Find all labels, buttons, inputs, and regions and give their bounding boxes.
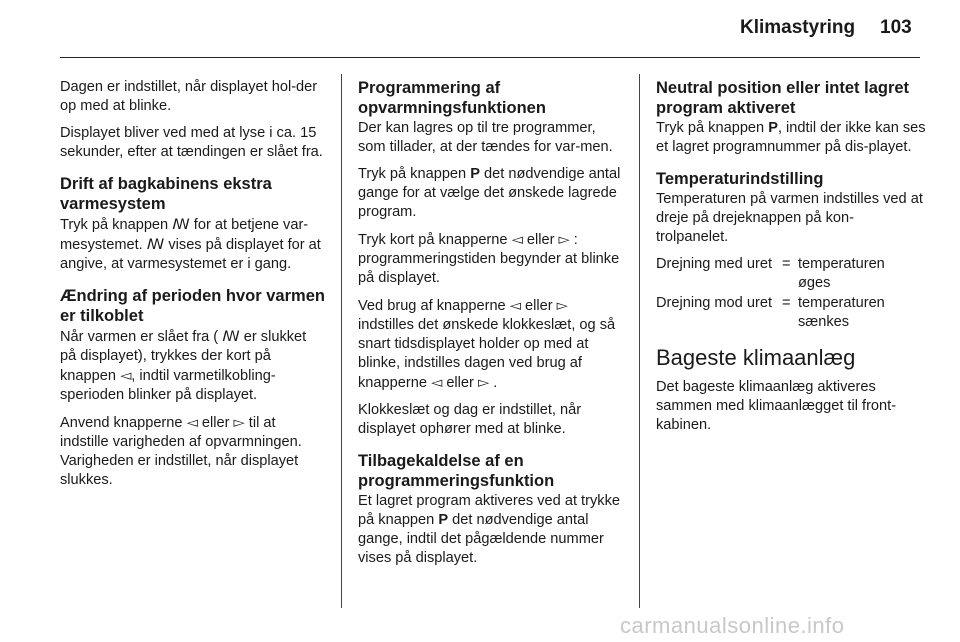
left-arrow-icon: ◅ xyxy=(509,297,521,314)
table-row xyxy=(656,294,926,332)
table-value: temperaturen øges xyxy=(798,256,885,291)
right-arrow-icon: ▻ xyxy=(233,414,245,431)
paragraph-use-buttons: Anvend knapperne ◅ eller ▻ til at indstille varigheden af opvarmningen. Varigheden er indstillet, når displayet slukkes. xyxy=(60,414,302,488)
key-p: P xyxy=(470,166,480,182)
heater-icon: ꟿ xyxy=(146,236,165,253)
heading-neutral-position: Neutral position eller intet lagret program aktiveret xyxy=(656,79,910,117)
column-1 xyxy=(60,78,326,498)
paragraph-day-set: Dagen er indstillet, når displayet hol-der op med at blinke. xyxy=(60,79,318,114)
column-divider-1 xyxy=(341,74,342,608)
column-divider-2 xyxy=(639,74,640,608)
left-arrow-icon: ◅ xyxy=(186,414,198,431)
table-row xyxy=(656,255,926,293)
column-2 xyxy=(358,78,626,576)
paragraph-display-light: Displayet bliver ved med at lyse i ca. 15 sekunder, efter at tændingen er slået fra. xyxy=(60,125,323,160)
paragraph-time-day-set: Klokkeslæt og dag er indstillet, når displayet ophører med at blinke. xyxy=(358,402,582,437)
paragraph-set-time: Ved brug af knapperne ◅ eller ▻ indstilles det ønskede klokkeslæt, og så snart tidsdisplayet holder op med at blinke, indstilles dagen ved brug af knapperne ◅ eller ▻ . xyxy=(358,297,616,391)
paragraph-three-programs: Der kan lagres op til tre programmer, som tillader, at der tændes for var-men. xyxy=(358,120,613,155)
paragraph-recall: Et lagret program aktiveres ved at trykke på knappen P det nødvendige antal gange, indtil det pågældende nummer vises på displayet. xyxy=(358,493,620,566)
heading-rear-climate: Bageste klimaanlæg xyxy=(656,345,856,370)
table-key: Drejning med uret xyxy=(656,256,772,272)
heading-temperature: Temperaturindstilling xyxy=(656,170,824,188)
table-equals: = xyxy=(782,256,791,272)
paragraph-press-p: Tryk på knappen P det nødvendige antal gange for at vælge det ønskede lagrede program. xyxy=(358,166,621,220)
key-p: P xyxy=(768,120,778,136)
temperature-table xyxy=(656,255,926,332)
left-arrow-icon: ◅ xyxy=(431,374,443,391)
paragraph-neutral: Tryk på knappen P, indtil der ikke kan ses et lagret programnummer på dis-playet. xyxy=(656,120,926,155)
right-arrow-icon: ▻ xyxy=(558,231,570,248)
paragraph-rear-heater: Tryk på knappen ꟿ for at betjene var-mesystemet. ꟿ vises på displayet for at angive, at varmesystemet er i gang. xyxy=(60,216,321,272)
header-divider xyxy=(60,57,920,58)
heater-icon: ꟿ xyxy=(172,216,190,233)
heading-change-period: Ændring af perioden hvor varmen er tilkoblet xyxy=(60,287,325,325)
table-value: temperaturen sænkes xyxy=(798,295,885,330)
page-number: 103 xyxy=(880,17,912,38)
paragraph-rear-climate: Det bageste klimaanlæg aktiveres sammen med klimaanlægget til front-kabinen. xyxy=(656,379,897,433)
heater-icon: ꟿ xyxy=(222,328,240,345)
key-p: P xyxy=(438,512,449,528)
watermark: carmanualsonline.info xyxy=(620,613,845,638)
paragraph-temperature: Temperaturen på varmen indstilles ved at dreje på drejeknappen på kon-trolpanelet. xyxy=(656,191,923,245)
paragraph-change-period: Når varmen er slået fra ( ꟿ er slukket på displayet), trykkes der kort på knappen ◅, indtil varmetilkobling-sperioden blinker på displayet. xyxy=(60,328,307,403)
heading-programming: Programmering af opvarmningsfunktionen xyxy=(358,79,546,117)
table-key: Drejning mod uret xyxy=(656,295,772,311)
right-arrow-icon: ▻ xyxy=(477,374,490,391)
paragraph-press-arrows: Tryk kort på knapperne ◅ eller ▻ : programmeringstiden begynder at blinke på displayet. xyxy=(358,231,620,286)
left-arrow-icon: ◅ xyxy=(120,367,132,384)
heading-recall-program: Tilbagekaldelse af en programmeringsfunktion xyxy=(358,452,555,490)
column-3 xyxy=(656,78,926,443)
left-arrow-icon: ◅ xyxy=(511,231,523,248)
heading-rear-heater-operation: Drift af bagkabinens ekstra varmesystem xyxy=(60,175,272,213)
table-equals: = xyxy=(782,295,791,311)
right-arrow-icon: ▻ xyxy=(556,297,568,314)
page-title: Klimastyring xyxy=(740,17,856,38)
